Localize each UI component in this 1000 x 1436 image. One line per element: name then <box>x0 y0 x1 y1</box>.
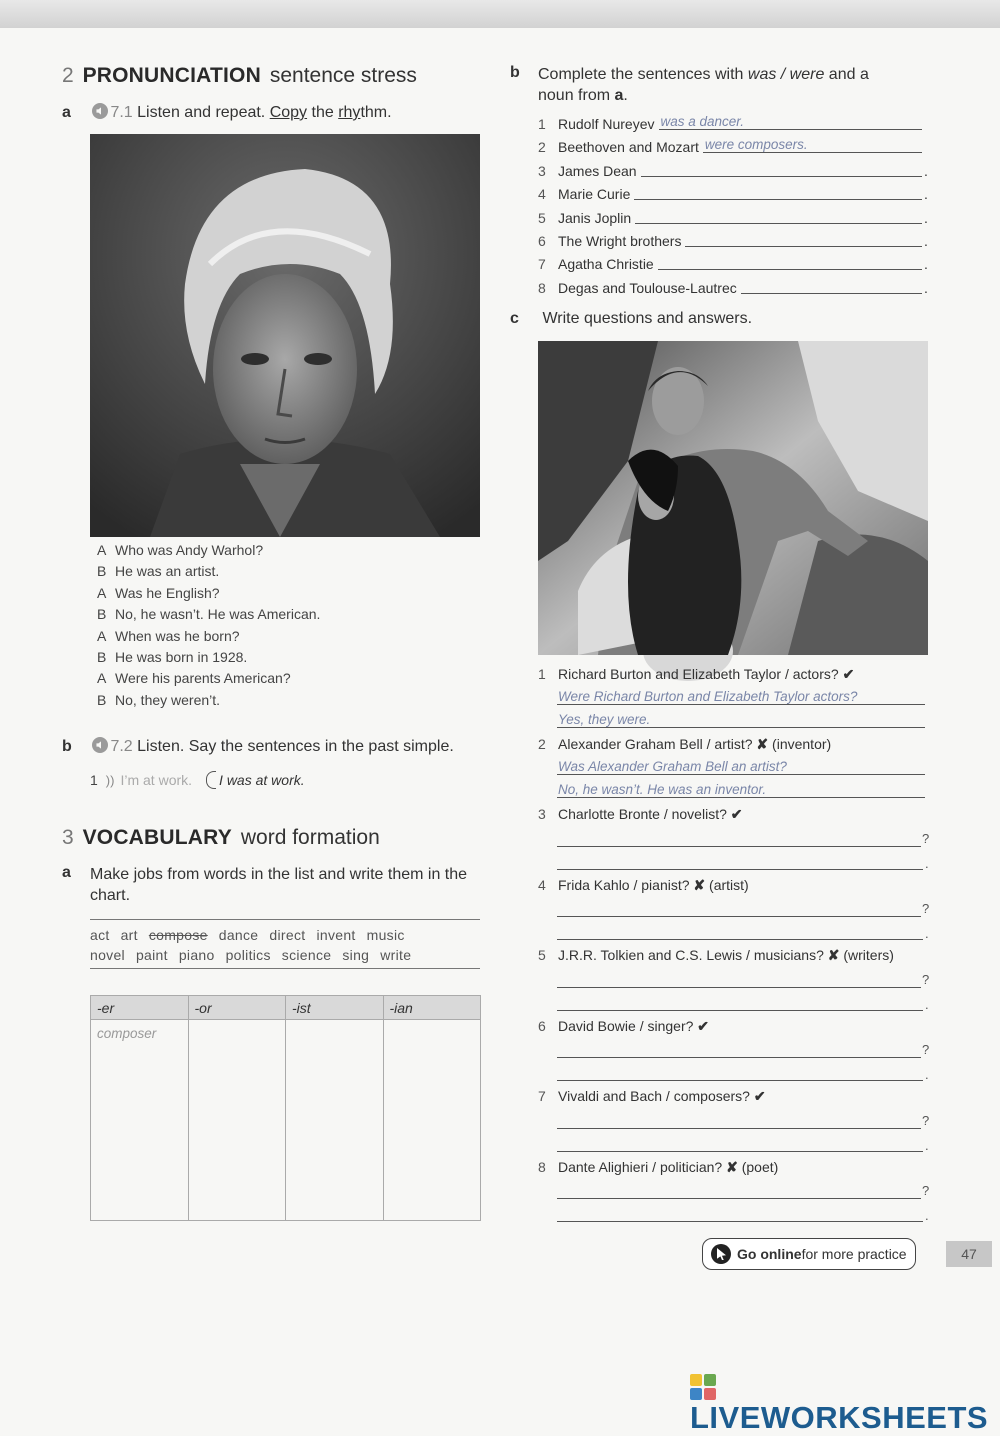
tick-icon: ✔ <box>753 1088 766 1104</box>
answer-field[interactable] <box>703 137 922 153</box>
go-online-label-bold: Go online <box>737 1246 802 1262</box>
chart-cell-ian[interactable] <box>383 1020 481 1221</box>
item-prompt: David Bowie / singer? <box>558 1018 694 1034</box>
item-number: 1 <box>538 666 546 682</box>
cursor-icon <box>711 1244 731 1264</box>
word: act <box>90 927 110 943</box>
question-mark: ? <box>922 972 930 987</box>
answer-line-question[interactable] <box>557 1128 921 1129</box>
spacer <box>924 137 928 160</box>
job-chart-table <box>90 995 481 1221</box>
dialogue-line <box>97 604 320 625</box>
answer-line-question[interactable] <box>557 987 921 988</box>
question-mark: ? <box>922 901 930 916</box>
section-3-heading <box>62 826 380 850</box>
chart-example-answer: composer <box>97 1026 157 1041</box>
dialogue-text: He was an artist. <box>115 563 220 580</box>
sentence-item <box>538 184 928 207</box>
exercise-c-instruction <box>510 310 752 328</box>
exercise-letter: b <box>62 738 72 755</box>
speaker: B <box>97 563 107 580</box>
word: music <box>366 927 405 943</box>
instruction-part: noun from <box>538 87 615 104</box>
full-stop: . <box>925 997 929 1012</box>
item-number: 5 <box>538 209 546 226</box>
instruction-part: . <box>623 87 628 104</box>
item-prompt: J.R.R. Tolkien and C.S. Lewis / musicians? <box>558 947 824 963</box>
word: direct <box>269 927 306 943</box>
full-stop: . <box>924 209 928 226</box>
answer-line-question[interactable] <box>557 846 921 847</box>
dialogue-text: No, he wasn’t. He was American. <box>115 606 321 623</box>
exercise-c-item-1 <box>538 666 854 683</box>
answer-line-answer[interactable] <box>557 1080 923 1081</box>
item-subject: Agatha Christie <box>558 256 654 273</box>
speaker: B <box>97 606 107 623</box>
question-mark: ? <box>922 1042 930 1057</box>
exercise-letter: c <box>510 310 519 327</box>
exercise-letter: a <box>62 104 71 121</box>
item-number: 4 <box>538 186 546 203</box>
item-number: 5 <box>538 947 546 963</box>
exercise-c-item-8 <box>538 1159 778 1176</box>
word: write <box>380 947 412 963</box>
exercise-b-instruction <box>510 64 920 106</box>
instruction-text: Listen and repeat. <box>137 104 270 121</box>
scan-top-band <box>0 0 1000 28</box>
item-subject: Janis Joplin <box>558 209 632 226</box>
question-mark: ? <box>922 1183 930 1198</box>
exercise-b-items <box>538 114 928 301</box>
exercise-letter: b <box>510 64 520 81</box>
word: sing <box>342 947 370 963</box>
handwritten-answer: were composers. <box>704 137 808 153</box>
instruction-stressed-syllable: rhy <box>338 104 361 121</box>
word-list <box>90 919 480 969</box>
track-number: 7.2 <box>110 738 133 755</box>
item-subject: James Dean <box>558 162 637 179</box>
instruction-text: Listen. Say the sentences in the past simple. <box>137 738 454 755</box>
dialogue-text: When was he born? <box>115 627 240 644</box>
brand-name: LIVEWORKSHEETS <box>690 1400 989 1435</box>
chart-cell-er[interactable] <box>91 1020 189 1221</box>
exercise-c-item-4 <box>538 877 749 894</box>
answer-field[interactable] <box>741 278 922 294</box>
answer-field[interactable] <box>641 161 922 177</box>
audio-icon[interactable] <box>92 103 108 119</box>
instruction-stressed-word: Copy <box>269 104 308 121</box>
logo-grid-icon <box>690 1374 716 1400</box>
exercise-c-item-6 <box>538 1018 709 1035</box>
andy-warhol-photo <box>90 134 480 537</box>
handwritten-answer: No, he wasn’t. He was an inventor. <box>558 782 767 797</box>
chart-header: -er <box>91 996 189 1020</box>
section-subtitle: sentence stress <box>269 64 417 87</box>
answer-field[interactable] <box>634 184 922 200</box>
couple-illustration <box>538 341 928 655</box>
speaker: A <box>97 627 107 644</box>
instruction-text <box>538 64 869 106</box>
full-stop: . <box>924 256 928 273</box>
item-note: (inventor) <box>772 736 832 752</box>
item-number: 3 <box>538 806 546 822</box>
handwritten-answer: was a dancer. <box>660 114 745 129</box>
handwritten-question: Were Richard Burton and Elizabeth Taylor actors? <box>558 689 858 704</box>
answer-line-question[interactable] <box>557 1057 921 1058</box>
cross-icon: ✘ <box>693 877 706 893</box>
item-subject: Rudolf Nureyev <box>558 116 655 132</box>
word: piano <box>178 947 215 963</box>
dialogue-text: No, they weren’t. <box>115 691 221 708</box>
dialogue-text: Were his parents American? <box>115 670 291 687</box>
speaker: A <box>97 542 107 558</box>
item-note: (poet) <box>741 1159 779 1175</box>
chart-header: -or <box>188 996 286 1020</box>
instruction-part: and a <box>824 66 869 83</box>
dialogue-text: Who was Andy Warhol? <box>115 542 264 558</box>
item-number: 4 <box>538 877 546 893</box>
answer-line-question[interactable] <box>557 704 925 705</box>
item-note: (artist) <box>709 877 749 893</box>
exercise-c-item-3 <box>538 806 743 823</box>
word: dance <box>218 927 259 943</box>
full-stop: . <box>925 1138 929 1153</box>
word-struck: compose <box>148 927 208 943</box>
item-prompt: Alexander Graham Bell / artist? <box>558 736 753 752</box>
instruction-text: thm. <box>360 104 392 121</box>
dialogue-line <box>97 647 320 668</box>
full-stop: . <box>924 279 928 296</box>
item-subject: Degas and Toulouse-Lautrec <box>558 279 737 296</box>
exercise-c-item-7 <box>538 1088 766 1105</box>
answer-line-answer[interactable] <box>557 869 923 870</box>
chart-cell-ist[interactable] <box>286 1020 384 1221</box>
item-prompt: Vivaldi and Bach / composers? <box>558 1088 750 1104</box>
item-subject: Marie Curie <box>558 186 631 203</box>
full-stop: . <box>925 856 929 871</box>
answer-line-question[interactable] <box>557 1198 921 1199</box>
dialogue-line <box>97 690 320 711</box>
dialogue-line <box>97 540 320 561</box>
item-number: 6 <box>538 1018 546 1034</box>
item-subject: The Wright brothers <box>558 232 682 249</box>
page-number: 47 <box>946 1241 992 1267</box>
instruction-italic: was / were <box>747 66 825 83</box>
speaker-waves-icon: )) <box>105 772 115 788</box>
speaker: A <box>97 584 107 601</box>
track-number: 7.1 <box>110 104 133 121</box>
dialogue-line <box>97 583 320 604</box>
full-stop: . <box>925 926 929 941</box>
section-2-heading <box>62 64 417 88</box>
dialogue <box>97 540 320 711</box>
dialogue-line <box>97 668 320 689</box>
chart-cell-or[interactable] <box>188 1020 286 1221</box>
word-list-row <box>90 925 480 945</box>
burton-taylor-photo <box>538 341 928 655</box>
sentence-item <box>538 208 928 231</box>
section-number: 2 <box>62 64 74 87</box>
item-number: 6 <box>538 232 546 249</box>
instruction-part: Complete the sentences with <box>538 66 748 83</box>
chart-header: -ist <box>286 996 384 1020</box>
question-mark: ? <box>922 831 930 846</box>
portrait-illustration <box>90 134 480 537</box>
answer-line-answer[interactable] <box>557 1151 923 1152</box>
chart-header: -ian <box>383 996 481 1020</box>
instruction-bold: a <box>614 87 624 104</box>
answer-field[interactable] <box>635 208 922 224</box>
full-stop: . <box>924 186 928 203</box>
answer-line-answer[interactable] <box>557 1010 923 1011</box>
exercise-letter: a <box>62 864 71 881</box>
sentence-item <box>538 137 928 160</box>
instruction-text: the <box>307 104 339 121</box>
word-list-row <box>90 945 480 965</box>
sentence-item <box>538 114 928 137</box>
example-answer: I was at work. <box>219 772 305 788</box>
item-number: 3 <box>538 162 546 179</box>
go-online-button[interactable] <box>702 1238 916 1270</box>
speech-bubble-icon <box>206 771 216 789</box>
item-prompt: Richard Burton and Elizabeth Taylor / actors? <box>558 666 839 682</box>
answer-line-answer[interactable] <box>557 1221 923 1222</box>
exercise-c-item-2 <box>538 736 831 753</box>
answer-field[interactable] <box>685 231 922 247</box>
dialogue-text: He was born in 1928. <box>115 649 248 666</box>
exercise-c-item-5 <box>538 947 894 964</box>
item-number: 8 <box>538 279 546 296</box>
job-chart <box>90 995 481 1221</box>
section-subtitle: word formation <box>240 826 380 849</box>
exercise-2b-instruction <box>62 737 454 756</box>
sentence-item <box>538 278 928 301</box>
instruction-text: Write questions and answers. <box>542 310 753 327</box>
answer-field[interactable] <box>658 254 922 270</box>
answer-line-answer[interactable] <box>557 939 923 940</box>
item-number: 8 <box>538 1159 546 1175</box>
word: science <box>281 947 332 963</box>
audio-icon[interactable] <box>92 737 108 753</box>
answer-line-question[interactable] <box>557 774 925 775</box>
item-number: 7 <box>538 1088 546 1104</box>
full-stop: . <box>924 162 928 179</box>
speaker: B <box>97 691 107 708</box>
item-note: (writers) <box>843 947 894 963</box>
cross-icon: ✘ <box>756 736 769 752</box>
item-subject: Beethoven and Mozart <box>558 139 699 156</box>
section-title: PRONUNCIATION <box>82 64 261 87</box>
full-stop: . <box>925 1208 929 1223</box>
section-title: VOCABULARY <box>82 826 232 849</box>
question-mark: ? <box>922 1113 930 1128</box>
go-online-label: for more practice <box>801 1246 907 1262</box>
cross-icon: ✘ <box>827 947 840 963</box>
dialogue-line <box>97 626 320 647</box>
word: paint <box>135 947 168 963</box>
exercise-2a-instruction <box>62 103 392 122</box>
sentence-item <box>538 254 928 277</box>
word: art <box>120 927 138 943</box>
answer-line-question[interactable] <box>557 916 921 917</box>
tick-icon: ✔ <box>730 806 743 822</box>
exercise-3a-instruction <box>62 864 482 906</box>
handwritten-answer: Yes, they were. <box>558 712 651 727</box>
word: invent <box>316 927 356 943</box>
word: politics <box>225 947 271 963</box>
word: novel <box>90 947 125 963</box>
section-number: 3 <box>62 826 74 849</box>
item-prompt: Dante Alighieri / politician? <box>558 1159 723 1175</box>
item-number: 7 <box>538 256 546 273</box>
sentence-item <box>538 231 928 254</box>
tick-icon: ✔ <box>842 666 855 682</box>
item-prompt: Frida Kahlo / pianist? <box>558 877 690 893</box>
tick-icon: ✔ <box>697 1018 710 1034</box>
dialogue-line <box>97 561 320 582</box>
spacer <box>924 114 928 137</box>
speaker: B <box>97 649 107 666</box>
speaker: A <box>97 670 107 687</box>
example-number: 1 <box>90 772 98 788</box>
dialogue-text: Was he English? <box>115 584 220 601</box>
item-number: 2 <box>538 736 546 752</box>
handwritten-question: Was Alexander Graham Bell an artist? <box>558 759 787 774</box>
item-number: 2 <box>538 139 546 156</box>
item-number: 1 <box>538 116 546 132</box>
answer-line-answer[interactable] <box>557 797 925 798</box>
sentence-item <box>538 161 928 184</box>
answer-field[interactable] <box>659 114 923 130</box>
liveworksheets-logo[interactable] <box>690 1370 1000 1436</box>
answer-line-answer[interactable] <box>557 727 925 728</box>
cross-icon: ✘ <box>726 1159 738 1175</box>
full-stop: . <box>924 232 928 249</box>
example-2b <box>90 771 305 789</box>
instruction-text: Make jobs from words in the list and write them in the chart. <box>90 866 468 904</box>
example-prompt: I’m at work. <box>120 772 193 788</box>
item-prompt: Charlotte Bronte / novelist? <box>558 806 727 822</box>
full-stop: . <box>925 1067 929 1082</box>
